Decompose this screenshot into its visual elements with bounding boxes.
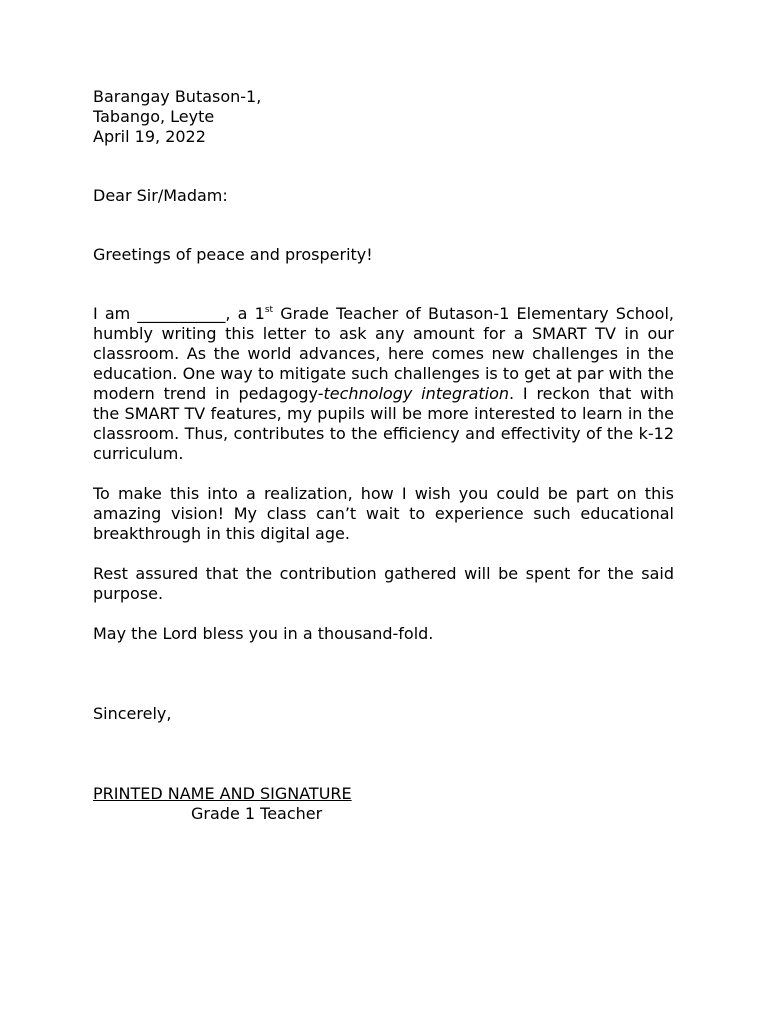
body-p1-part1: I am ___________, a 1: [93, 304, 265, 323]
address-line-2: Tabango, Leyte: [93, 107, 215, 126]
letter-date: April 19, 2022: [93, 127, 206, 146]
body-p1-part2: Grade Teacher of Butason-1 Elementary School, humbly writing this letter to ask any amount for a SMART TV in our classroom. As the world advances, here comes new challenges in the education. One way to mitigate such challenges is to get at par with the modern trend in pedagogy-: [93, 304, 674, 403]
address-line-1: Barangay Butason-1,: [93, 87, 262, 106]
body-paragraph-4: May the Lord bless you in a thousand-fold.: [93, 624, 434, 643]
body-paragraph-3: Rest assured that the contribution gathered will be spent for the said purpose.: [93, 564, 674, 603]
signature-block: [93, 784, 674, 824]
greeting: Greetings of peace and prosperity!: [93, 245, 373, 264]
body-paragraph-1: [93, 304, 674, 464]
body-p1-italic: technology integration: [323, 384, 510, 403]
body-p1-part3: . I reckon that with the SMART TV features, my pupils will be more interested to learn in the classroom. Thus, contributes to the efficiency and effectivity of the k-12 curriculum.: [93, 384, 674, 463]
signature-title: Grade 1 Teacher: [191, 804, 323, 823]
signature-name-line: PRINTED NAME AND SIGNATURE: [93, 784, 352, 803]
salutation: Dear Sir/Madam:: [93, 186, 228, 205]
letter-page: [93, 87, 674, 824]
closing: Sincerely,: [93, 704, 172, 723]
body-paragraph-2: To make this into a realization, how I wish you could be part on this amazing vision! My class can’t wait to experience such educational breakthrough in this digital age.: [93, 484, 674, 543]
sender-address: [93, 87, 674, 147]
ordinal-superscript: st: [264, 305, 274, 315]
